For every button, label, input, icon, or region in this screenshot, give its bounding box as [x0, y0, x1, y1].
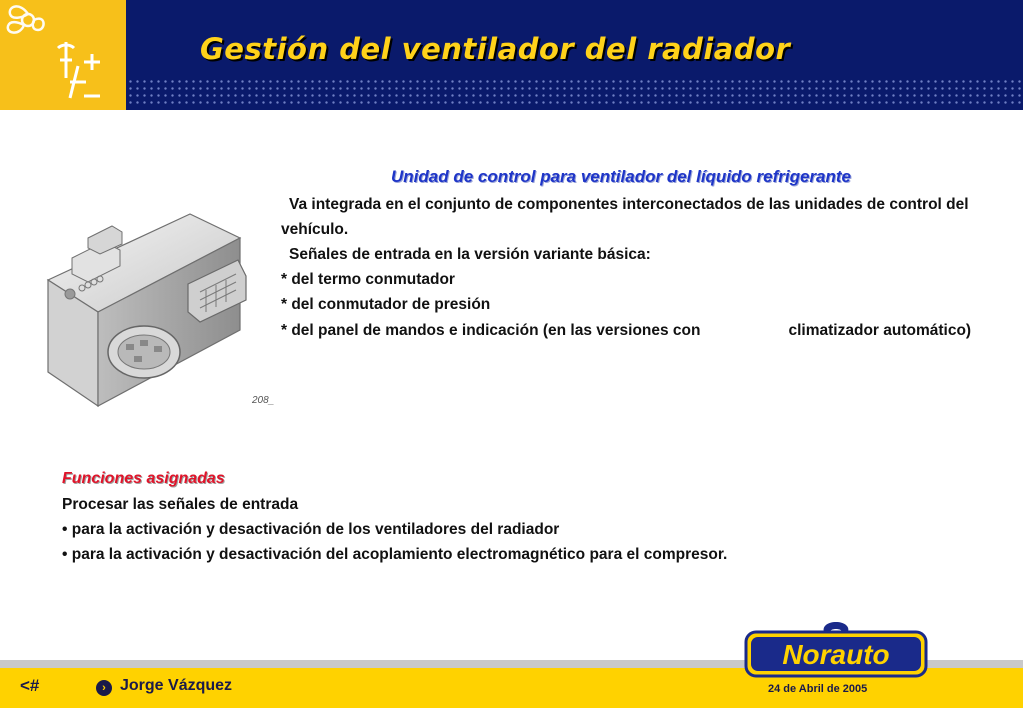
fan-thermometer-icon [0, 0, 126, 110]
functions-heading: Funciones asignadas [62, 470, 225, 487]
bullet-control-panel [281, 318, 1021, 343]
slide-number: <# [20, 676, 40, 695]
paragraph-integration-text: Va integrada en el conjunto de componentes interconectados de las unidades de control del vehículo. [281, 196, 969, 238]
chevron-right-icon: › [96, 680, 112, 696]
functions-line-3: • para la activación y desactivación del acoplamiento electromagnético para el compresor. [62, 546, 728, 563]
figure-number: 208_ [252, 395, 275, 406]
paragraph-input-signals-text: Señales de entrada en la versión variante básica: [289, 246, 651, 263]
functions-line-1: Procesar las señales de entrada [62, 496, 299, 513]
functions-line-2: • para la activación y desactivación de los ventiladores del radiador [62, 521, 560, 538]
header-dot-pattern [127, 78, 1023, 106]
paragraph-integration [281, 192, 1021, 242]
control-unit-illustration [40, 200, 280, 410]
norauto-logo [744, 620, 928, 678]
bullet-pressure-switch: * del conmutador de presión [281, 296, 491, 313]
bullet-thermo-switch: * del termo conmutador [281, 271, 455, 288]
section-subtitle: Unidad de control para ventilador del líquido refrigerante [391, 167, 852, 186]
bullet-control-panel-text-b: climatizador automático) [788, 322, 972, 339]
presentation-date: 24 de Abril de 2005 [768, 683, 868, 695]
bullet-control-panel-text-a: * del panel de mandos e indicación (en las versiones con [281, 322, 701, 339]
paragraph-input-signals [281, 242, 1021, 267]
author-name: Jorge Vázquez [120, 677, 233, 694]
page-title: Gestión del ventilador del radiador [200, 32, 791, 66]
fan-temperature-logo [0, 0, 126, 110]
brand-text: Norauto [782, 639, 890, 670]
